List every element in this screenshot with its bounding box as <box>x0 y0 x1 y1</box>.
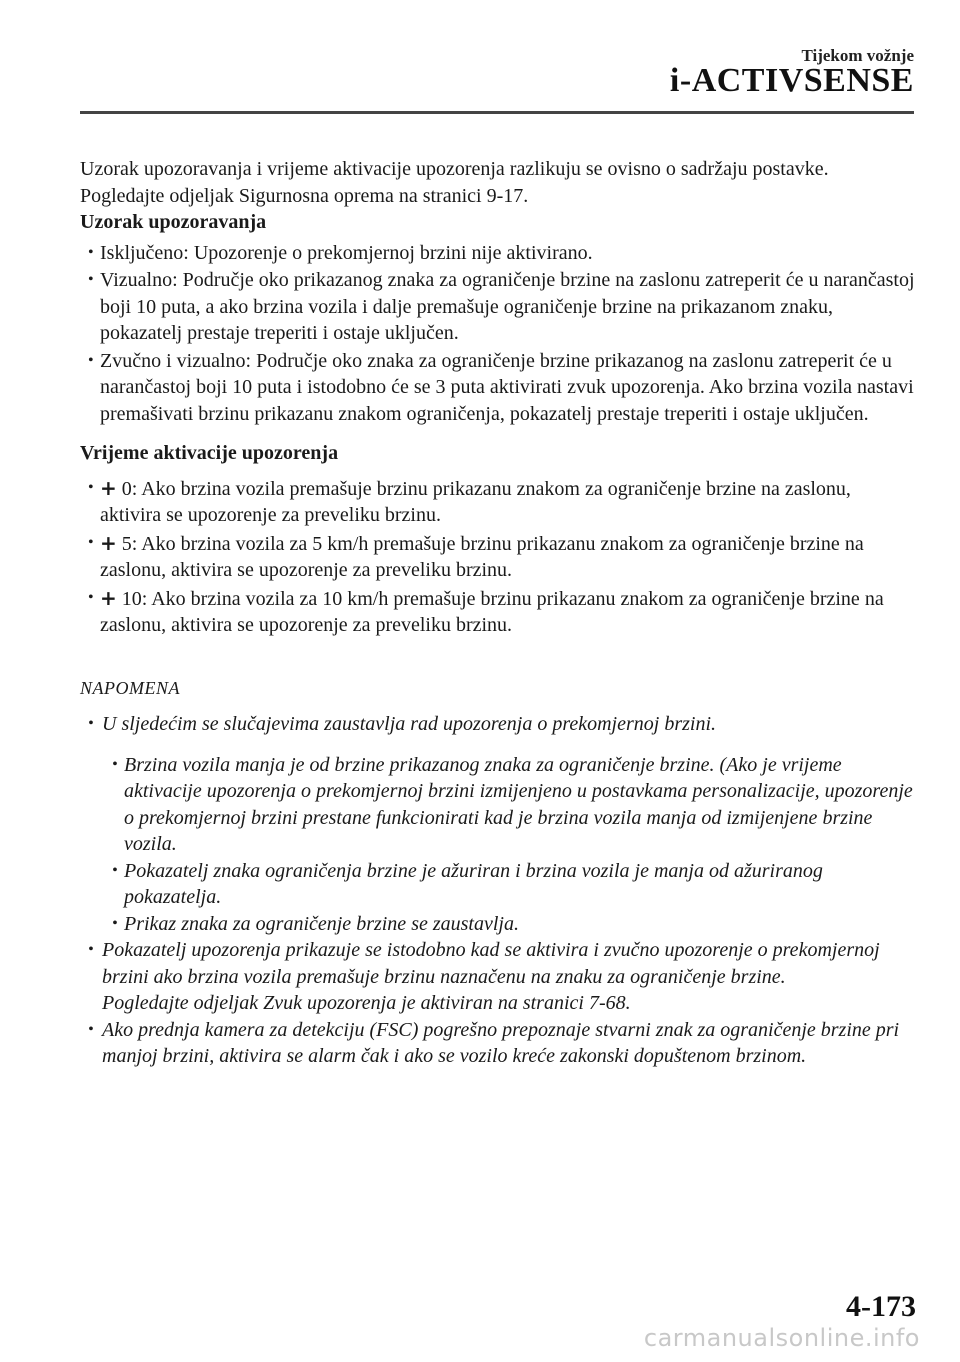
bullet-icon: • <box>88 941 94 958</box>
running-header-section: Tijekom vožnje <box>801 46 914 65</box>
list-item: • Pokazatelj upozorenja prikazuje se istodobno kad se aktivira i zvučno upozorenje o prekomjernoj brzini ako brzina vozila premašuje brzinu naznačenu na znaku za ograničenje brzine. Pogledajte odjeljak Zvuk upozorenja je aktiviran na stranici 7-68. <box>88 939 880 1014</box>
pattern-heading: Uzorak upozoravanja <box>80 211 267 233</box>
running-header-chapter: i-ACTIVSENSE <box>669 62 914 99</box>
bullet-icon: • <box>88 1020 94 1038</box>
note-title: NAPOMENA <box>80 677 180 698</box>
list-item: • + 10: Ako brzina vozila za 10 km/h premašuje brzinu prikazanu znakom za ograničenje brzine na zaslonu, aktivira se upozorenje za preveliku brzinu. <box>88 585 884 636</box>
watermark: carmanualsonline.info <box>643 1324 920 1352</box>
header-divider <box>80 111 914 114</box>
plus-icon: + <box>100 530 117 555</box>
timing-list <box>80 475 916 639</box>
list-item: • Pokazatelj znaka ograničenja brzine je ažuriran i brzina vozila je manja od ažuriranog pokazatelja. <box>112 859 823 908</box>
list-item: • Isključeno: Upozorenje o prekomjernoj brzini nije aktivirano. <box>80 240 916 267</box>
bullet-icon: • <box>112 755 118 773</box>
list-item: • + 5: Ako brzina vozila za 5 km/h premašuje brzinu prikazanu znakom za ograničenje brzine na zaslonu, aktivira se upozorenje za preveliku brzinu. <box>88 530 864 581</box>
pattern-list <box>80 240 916 428</box>
list-item: • Vizualno: Područje oko prikazanog znaka za ograničenje brzine na zaslonu zatreperit će u narančastoj boji 10 puta, a ako brzina vozila i dalje premašuje ograničenje brzine na prikazanom znaku, pokazatelj prestaje treperiti i ostaje uključen. <box>88 269 915 344</box>
bullet-icon: • <box>112 914 118 932</box>
bullet-icon: • <box>88 588 94 606</box>
bullet-icon: • <box>88 715 94 732</box>
note-reference: Pogledajte odjeljak Zvuk upozorenja je aktiviran na stranici 7-68. <box>102 992 631 1014</box>
page-body <box>80 156 916 1070</box>
note-block <box>80 711 916 1070</box>
timing-heading: Vrijeme aktivacije upozorenja <box>80 442 339 464</box>
list-item: • + 0: Ako brzina vozila premašuje brzinu prikazanu znakom za ograničenje brzine na zaslonu, aktivira se upozorenje za preveliku brzinu. <box>88 475 851 526</box>
bullet-icon: • <box>88 271 94 288</box>
list-item: • Prikaz znaka za ograničenje brzine se zaustavlja. <box>80 911 916 938</box>
bullet-icon: • <box>112 861 118 879</box>
bullet-icon: • <box>88 243 94 261</box>
plus-icon: + <box>100 585 117 610</box>
bullet-icon: • <box>88 478 94 496</box>
plus-icon: + <box>100 475 117 500</box>
list-item: • Ako prednja kamera za detekciju (FSC) pogrešno prepoznaje stvarni znak za ograničenje brzine pri manjoj brzini, aktivira se alarm čak i ako se vozilo kreće zakonski dopuštenom brzinom. <box>88 1018 900 1067</box>
list-item: • Brzina vozila manja je od brzine prikazanog znaka za ograničenje brzine. (Ako je vrijeme aktivacije upozorenja o prekomjernoj brzini izmijenjeno u postavkama personalizacije, upozorenje o prekomjernoj brzini prestane funkcionirati kad je brzina vozila manja od izmijenjene brzine vozila. <box>112 753 913 855</box>
note-list <box>80 711 916 738</box>
note-list-continued <box>80 937 916 1070</box>
note-sub-list <box>80 752 916 938</box>
bullet-icon: • <box>88 533 94 551</box>
list-item: • U sljedećim se slučajevima zaustavlja rad upozorenja o prekomjernoj brzini. <box>80 711 916 738</box>
list-item: • Zvučno i vizualno: Područje oko znaka za ograničenje brzine prikazanog na zaslonu zatreperit će u narančastoj boji 10 puta i istodobno će se 3 puta aktivirati zvuk upozorenja. Ako brzina vozila nastavi premašivati brzinu prikazanu znakom ograničenja, pokazatelj prestaje treperiti i ostaje uključen. <box>88 349 914 425</box>
page-number: 4-173 <box>846 1290 916 1323</box>
intro-reference: Pogledajte odjeljak Sigurnosna oprema na stranici 9-17. <box>80 184 529 207</box>
bullet-icon: • <box>88 351 94 369</box>
intro-text: Uzorak upozoravanja i vrijeme aktivacije upozorenja razlikuju se ovisno o sadržaju postavke. <box>80 158 829 180</box>
